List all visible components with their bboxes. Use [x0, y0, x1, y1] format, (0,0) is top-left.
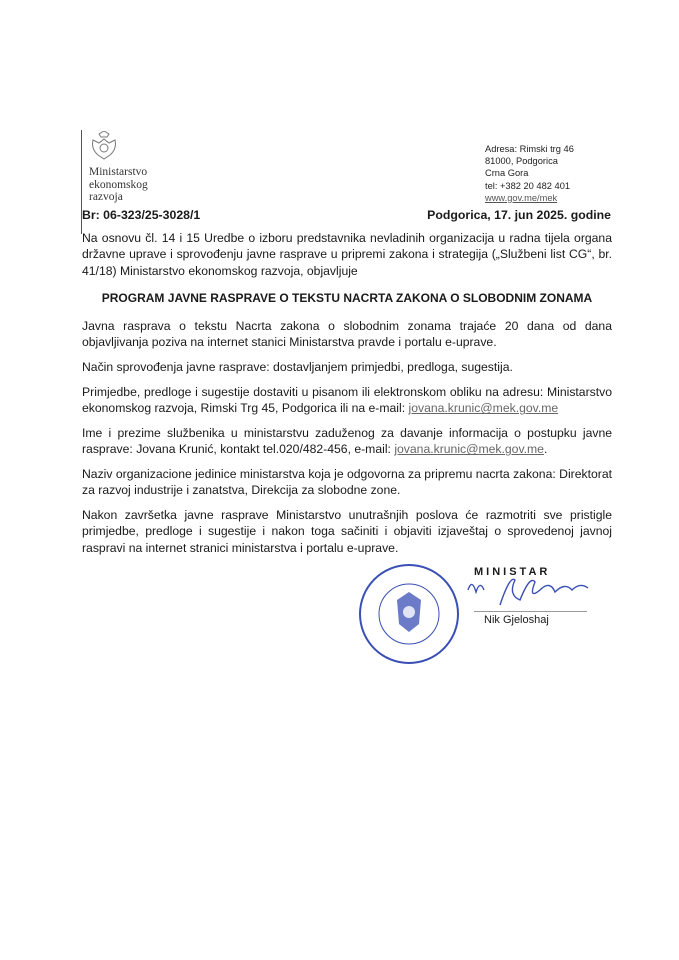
coat-of-arms-icon [90, 131, 118, 161]
email-link[interactable]: jovana.krunic@mek.gov.me [408, 401, 559, 416]
contact-end: . [543, 442, 548, 457]
address-line: 81000, Podgorica [485, 156, 558, 167]
ministry-line: razvoja [89, 191, 123, 203]
signature-role: MINISTAR [474, 566, 551, 578]
paragraph-conclusion: Nakon završetka javne rasprave Ministarstvo unutrašnjih poslova će razmotriti sve pristigle primjedbe, predloge i sugestije i nakon toga sačiniti i objaviti izjaveštaj o sprovedenoj javnoj raspravi na internet stranici ministarstva i portalu e-uprave. [82, 508, 612, 555]
signatory-name: Nik Gjeloshaj [484, 614, 549, 626]
address-line: Crna Gora [485, 168, 529, 179]
address-block [485, 143, 574, 204]
ministry-line: ekonomskog [89, 178, 148, 191]
paragraph-duration: Javna rasprava o tekstu Nacrta zakona o slobodnim zonama trajaće 20 dana od dana objavljivanja poziva na internet stanici Ministarstva pravde i portalu e-uprave. [82, 319, 612, 350]
official-stamp [357, 562, 461, 666]
address-line: Adresa: Rimski trg 46 [485, 144, 574, 154]
phone: tel: +382 20 482 401 [485, 180, 571, 191]
email-link[interactable]: jovana.krunic@mek.gov.me [394, 442, 544, 457]
intro-paragraph: Na osnovu čl. 14 i 15 Uredbe o izboru predstavnika nevladinih organizacija u radna tijela organa državne uprave i sprovođenju javne rasprave u pripremi zakona i strategija („Službeni list CG“, br. 41/18) Ministarstvo ekonomskog razvoja, objavljuje [82, 231, 612, 278]
document-date: Podgorica, 17. jun 2025. godine [427, 208, 611, 222]
reference-number: Br: 06-323/25-3028/1 [82, 208, 201, 222]
contact-text: Ime i prezime službenika u ministarstvu zaduženog za davanje informacija o postupku javne rasprave: Jovana Krunić, kontakt tel.020/482-456, e-mail: [82, 426, 612, 457]
signature-line [474, 611, 587, 612]
paragraph-submission [82, 384, 612, 417]
submission-text: Primjedbe, predloge i sugestije dostaviti u pisanom ili elektronskom obliku na adresu: Ministarstvo ekonomskog razvoja, Rimski Trg 45, Podgorica ili na e-mail: [82, 385, 612, 416]
paragraph-contact [82, 425, 612, 458]
ministry-name [89, 166, 148, 204]
website-link[interactable]: www.gov.me/mek [485, 192, 558, 203]
paragraph-method: Način sprovođenja javne rasprave: dostavljanjem primjedbi, predloga, sugestija. [82, 360, 513, 374]
document-title: PROGRAM JAVNE RASPRAVE O TEKSTU NACRTA ZAKONA O SLOBODNIM ZONAMA [101, 291, 593, 305]
ministry-line: Ministarstvo [89, 166, 148, 178]
paragraph-unit: Naziv organizacione jedinice ministarstva koja je odgovorna za pripremu nacrta zakona: Direktorat za razvoj industrije i zanatstva, Direkcija za slobodne zone. [82, 467, 612, 498]
